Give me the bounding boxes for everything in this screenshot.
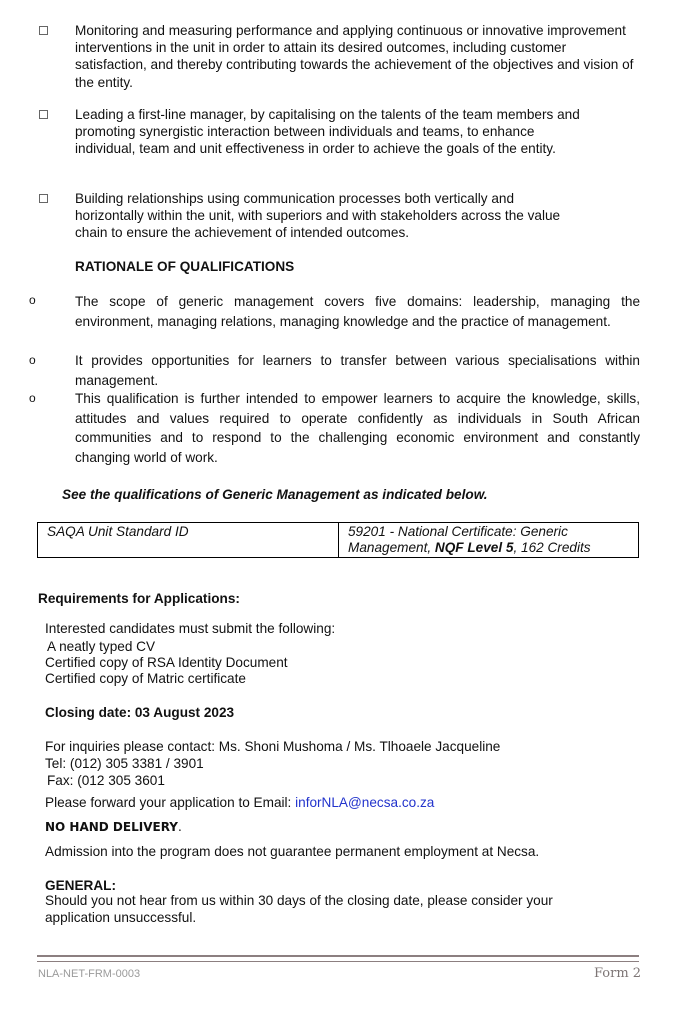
- no-hand-delivery: [45, 820, 182, 834]
- requirements-intro: Interested candidates must submit the following:: [45, 621, 336, 636]
- tel-number: Tel: (012) 305 3381 / 3901: [45, 756, 204, 771]
- footer-divider-bottom: [37, 961, 639, 962]
- see-note: See the qualifications of Generic Management as indicated below.: [62, 487, 488, 502]
- standard-value-prefix: 59201 - National Certificate: Generic Management,: [348, 524, 568, 555]
- forward-text: Please forward your application to Email:: [45, 795, 296, 810]
- checkbox-bullet-1: [39, 26, 48, 35]
- checkbox-bullet-2: [39, 110, 48, 119]
- closing-date: Closing date: 03 August 2023: [45, 705, 235, 720]
- rationale-bullet-3: o: [29, 391, 36, 405]
- standard-value-suffix: , 162 Credits: [513, 540, 591, 555]
- rationale-bullet-1: o: [29, 293, 36, 307]
- general-heading: GENERAL:: [45, 878, 116, 893]
- general-text: Should you not hear from us within 30 days of the closing date, please consider your application unsuccessful.: [45, 893, 553, 926]
- rationale-heading: RATIONALE OF QUALIFICATIONS: [75, 259, 295, 274]
- rationale-bullet-2: o: [29, 353, 36, 367]
- no-hand-delivery-dot: .: [177, 820, 182, 834]
- unit-standard-table: [37, 522, 639, 558]
- footer-form: Form 2: [594, 966, 642, 981]
- fax-number: Fax: (012 305 3601: [47, 773, 165, 788]
- standard-value-level: NQF Level 5: [434, 540, 514, 555]
- requirement-item-2: Certified copy of RSA Identity Document: [45, 655, 288, 670]
- admission-note: Admission into the program does not guarantee permanent employment at Necsa.: [45, 844, 540, 859]
- no-hand-delivery-text: NO HAND DELIVERY: [45, 820, 178, 834]
- footer-divider-top: [37, 955, 639, 957]
- requirements-heading: Requirements for Applications:: [38, 591, 240, 606]
- requirement-item-1: A neatly typed CV: [47, 639, 156, 654]
- checkbox-bullet-3: [39, 194, 48, 203]
- rationale-item-1: The scope of generic management covers five domains: leadership, managing the environment, managing relations, managing knowledge and the practice of management.: [75, 294, 640, 329]
- objective-3: Building relationships using communication processes both vertically and horizontally within the unit, with superiors and with stakeholders across the value chain to ensure the achievement of intended outcomes.: [75, 191, 561, 241]
- inquiries-contact: For inquiries please contact: Ms. Shoni Mushoma / Ms. Tlhoaele Jacqueline: [45, 739, 501, 754]
- requirement-item-3: Certified copy of Matric certificate: [45, 671, 246, 686]
- rationale-item-2: It provides opportunities for learners to transfer between various specialisations within management.: [75, 353, 640, 388]
- objective-1: Monitoring and measuring performance and applying continuous or innovative improvement interventions in the unit in order to attain its desired outcomes, including customer satisfaction, and thereby contributing towards the achievement of the objectives and vision of the entity.: [75, 23, 634, 90]
- forward-application: [45, 794, 434, 811]
- rationale-item-3: This qualification is further intended to empower learners to acquire the knowledge, skills, attitudes and values required to operate confidently as individuals in South African communities and to respond to the challenging economic environment and constantly changing world of work.: [75, 391, 640, 465]
- standard-value-cell: [339, 523, 639, 558]
- footer-code: NLA-NET-FRM-0003: [38, 968, 141, 980]
- table-row: [38, 523, 639, 558]
- email-link[interactable]: inforNLA@necsa.co.za: [295, 795, 435, 810]
- standard-label-cell: SAQA Unit Standard ID: [38, 523, 339, 558]
- objective-2: Leading a first-line manager, by capitalising on the talents of the team members and promoting synergistic interaction between individuals and teams, to enhance individual, team and unit effectiveness in order to achieve the goals of the entity.: [75, 107, 580, 157]
